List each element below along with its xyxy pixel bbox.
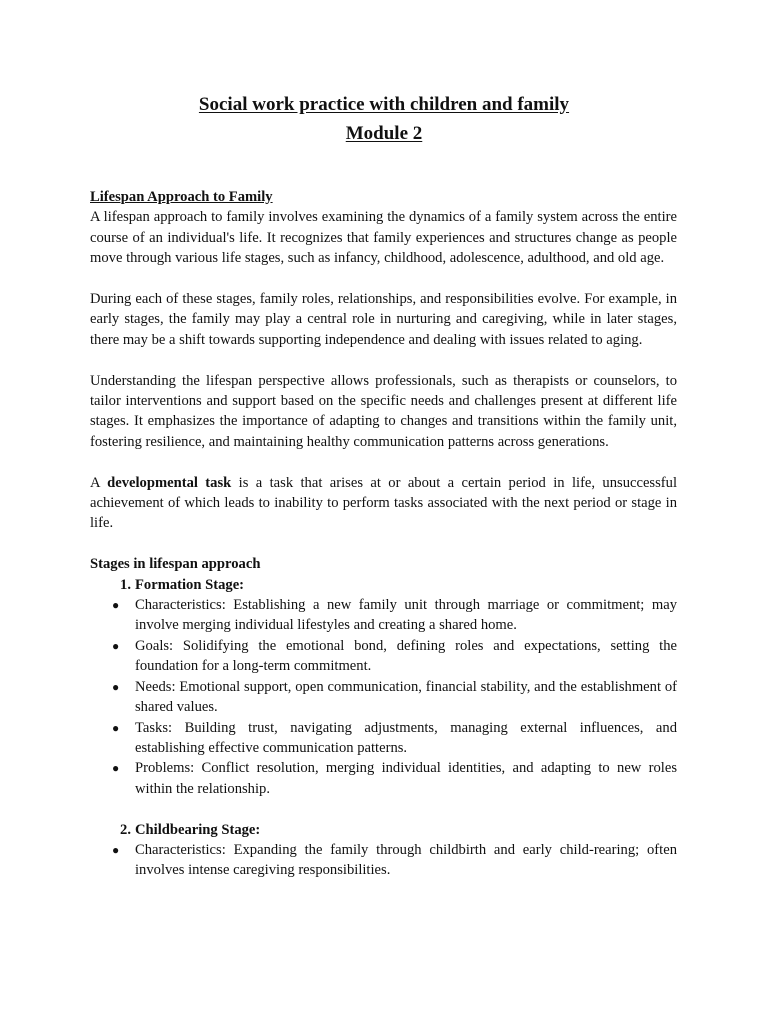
list-item [90, 595, 677, 636]
paragraph-developmental-task [90, 473, 677, 534]
bullet-text: Problems: Conflict resolution, merging individual identities, and adapting to new roles within the relationship. [135, 760, 677, 797]
stage-number: 1. [120, 576, 131, 593]
stage-name: Childbearing Stage: [135, 821, 261, 838]
module-title: Module 2 [345, 123, 423, 144]
bullet-icon: ● [112, 761, 120, 776]
list-item [90, 718, 677, 759]
dev-task-prefix: A [90, 474, 108, 491]
bullet-icon: ● [112, 720, 120, 735]
stage-number: 2. [120, 821, 131, 838]
childbearing-bullet-list [90, 840, 677, 881]
stage-name: Formation Stage: [135, 576, 245, 593]
bullet-text: Needs: Emotional support, open communication, financial stability, and the establishment of shared values. [135, 678, 677, 716]
bullet-text: Characteristics: Establishing a new family unit through marriage or commitment; may involve merging individual lifestyles and creating a shared home. [135, 597, 677, 634]
bullet-icon: ● [112, 638, 120, 653]
dev-task-term: developmental task [107, 474, 232, 491]
dev-task-definition: is a task that arises at or about a certain period in life, unsuccessful achievement of which leads to inability to perform tasks associated with the next period or stage in life. [90, 474, 678, 532]
list-item [90, 677, 677, 718]
document-body [90, 187, 677, 881]
paragraph-lifespan-perspective: Understanding the lifespan perspective allows professionals, such as therapists or counselors, to tailor interventions and support based on the specific needs and challenges present at different life stages. It emphasizes the importance of adapting to changes and transitions within the family unit, fostering resilience, and maintaining healthy communication patterns across generations. [90, 372, 677, 450]
section-heading-lifespan: Lifespan Approach to Family [90, 189, 273, 205]
document-title: Social work practice with children and family [198, 94, 570, 115]
paragraph-lifespan-intro: A lifespan approach to family involves examining the dynamics of a family system across the entire course of an individual's life. It recognizes that family experiences and structures change as people move through various life stages, such as infancy, childhood, adolescence, adulthood, and old age. [90, 209, 677, 267]
bullet-icon: ● [112, 598, 120, 613]
stages-heading: Stages in lifespan approach [90, 556, 261, 573]
stage-heading-childbearing [90, 820, 677, 840]
bullet-text: Characteristics: Expanding the family through childbirth and early child-rearing; often involves intense caregiving responsibilities. [135, 841, 677, 879]
list-item [90, 636, 677, 677]
formation-bullet-list [90, 595, 677, 799]
list-item [90, 840, 677, 881]
bullet-text: Goals: Solidifying the emotional bond, defining roles and expectations, setting the foundation for a long-term commitment. [135, 637, 677, 675]
bullet-icon: ● [112, 842, 120, 857]
paragraph-stages-evolve: During each of these stages, family roles, relationships, and responsibilities evolve. For example, in early stages, the family may play a central role in nurturing and caregiving, while in later stages, there may be a shift towards supporting independence and dealing with issues related to aging. [90, 291, 677, 348]
stage-heading-formation [90, 575, 677, 595]
bullet-icon: ● [112, 679, 120, 694]
list-item [90, 758, 677, 799]
bullet-text: Tasks: Building trust, navigating adjustments, managing external influences, and establishing effective communication patterns. [135, 719, 677, 756]
